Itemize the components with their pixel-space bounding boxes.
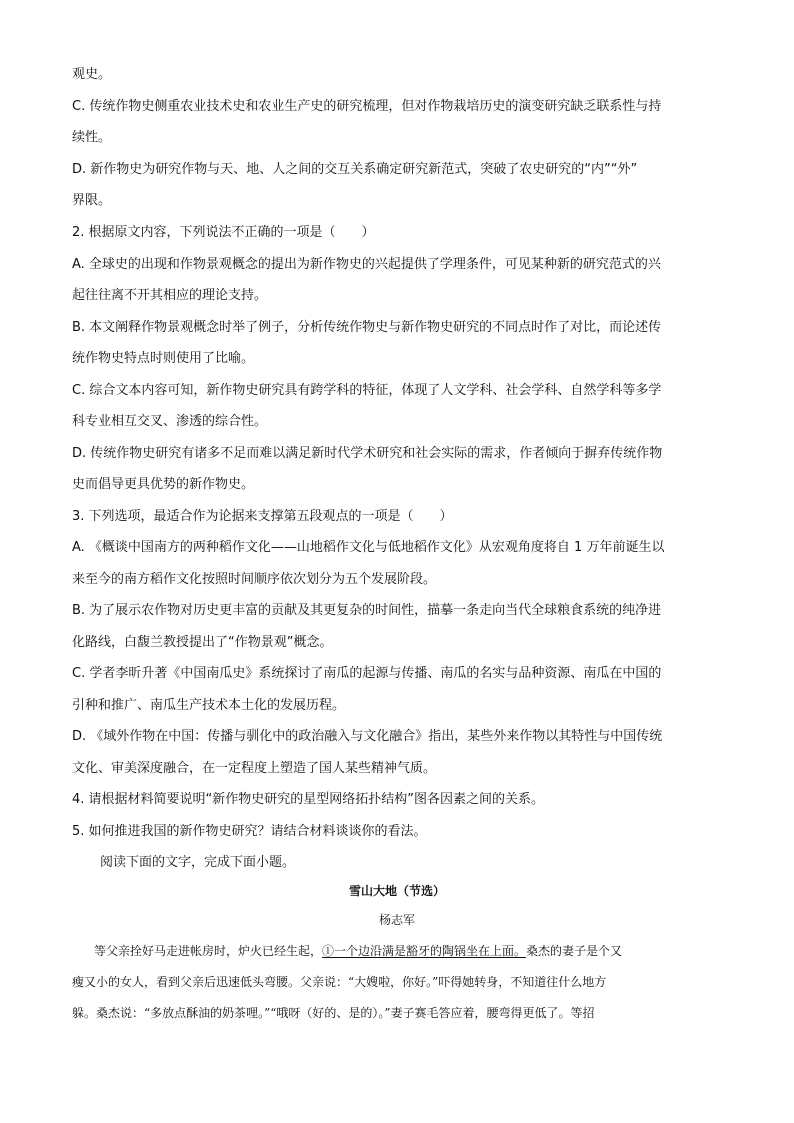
q3-option-b-line-2: 化路线，白馥兰教授提出了“作物景观”概念。 (72, 635, 333, 650)
q2-option-c-line-2: 科专业相互交叉、渗透的综合性。 (72, 414, 268, 429)
question-4: 4. 请根据材料简要说明“新作物史研究的星型网络拓扑结构”图各因素之间的关系。 (72, 792, 545, 807)
q3-option-c-line-2: 引种和推广、南瓜生产技术本土化的发展历程。 (72, 698, 346, 713)
question-2: 2. 根据原文内容，下列说法不正确的一项是（ ） (72, 225, 375, 240)
q2-option-d-line-2: 史而倡导更具优势的新作物史。 (72, 477, 255, 492)
story-title: 雪山大地（节选） (348, 884, 445, 898)
q2-option-a-line-2: 起往往离不开其相应的理论支持。 (72, 288, 268, 303)
q2-option-a-line-1: A. 全球史的出现和作物景观概念的提出为新作物史的兴起提供了学理条件，可见某种新的研究范式的兴 (72, 257, 661, 272)
q2-option-b-line-2: 统作物史特点时则使用了比喻。 (72, 351, 255, 366)
q3-option-d-line-1: D. 《域外作物在中国：传播与驯化中的政治融入与文化融合》指出，某些外来作物以其特性与中国传统 (72, 729, 663, 744)
q3-option-a-line-1: A. 《概谈中国南方的两种稻作文化——山地稻作文化与低地稻作文化》从宏观角度将自 1 万年前诞生以 (72, 540, 665, 555)
question-3: 3. 下列选项，最适合作为论据来支撑第五段观点的一项是（ ） (72, 509, 453, 524)
q2-option-c-line-1: C. 综合文本内容可知，新作物史研究具有跨学科的特征，体现了人文学科、社会学科、自然学科等多学 (72, 383, 662, 398)
underlined-sentence: ①一个边沿满是豁牙的陶锅坐在上面。 (322, 944, 527, 958)
q2-option-b-line-1: B. 本文阐释作物景观概念时举了例子，分析传统作物史与新作物史研究的不同点时作了对比，而论述传 (72, 320, 662, 335)
option-c-line-2: 续性。 (72, 130, 112, 145)
option-d-line-2: 界限。 (72, 193, 112, 208)
question-5: 5. 如何推进我国的新作物史研究？请结合材料谈谈你的看法。 (72, 824, 427, 839)
story-text: 桑杰的妻子是个又 (526, 944, 623, 958)
story-line-3: 躲。桑杰说：“多放点酥油的奶茶哩。”“哦呀（好的、是的）。”妻子赛毛答应着，腰弯得更低了。等招 (72, 1006, 595, 1020)
story-line-2: 瘦又小的女人，看到父亲后迅速低头弯腰。父亲说：“大嫂啦，你好。”吓得她转身，不知道往什么地方 (72, 975, 607, 989)
story-author: 杨志军 (378, 913, 415, 927)
q2-option-d-line-1: D. 传统作物史研究有诸多不足而难以满足新时代学术研究和社会实际的需求，作者倾向于摒弃传统作物 (72, 446, 663, 461)
q3-option-c-line-1: C. 学者李昕升著《中国南瓜史》系统探讨了南瓜的起源与传播、南瓜的名实与品种资源、南瓜在中国的 (72, 666, 662, 681)
text-line: 观史。 (72, 67, 112, 82)
story-line-1 (94, 942, 622, 960)
option-c-line-1: C. 传统作物史侧重农业技术史和农业生产史的研究梳理，但对作物栽培历史的演变研究缺乏联系性与持 (72, 99, 662, 114)
q3-option-a-line-2: 来至今的南方稻作文化按照时间顺序依次划分为五个发展阶段。 (72, 572, 437, 587)
story-text: 等父亲拴好马走进帐房时，炉火已经生起， (94, 944, 323, 958)
reading-instruction: 阅读下面的文字，完成下面小题。 (100, 855, 296, 870)
option-d-line-1: D. 新作物史为研究作物与天、地、人之间的交互关系确定研究新范式，突破了农史研究的“内”“外” (72, 162, 638, 177)
exam-text (72, 0, 722, 1123)
q3-option-d-line-2: 文化、审美深度融合，在一定程度上塑造了国人某些精神气质。 (72, 761, 437, 776)
q3-option-b-line-1: B. 为了展示农作物对历史更丰富的贡献及其更复杂的时间性，描摹一条走向当代全球粮食系统的纯净进 (72, 603, 662, 618)
